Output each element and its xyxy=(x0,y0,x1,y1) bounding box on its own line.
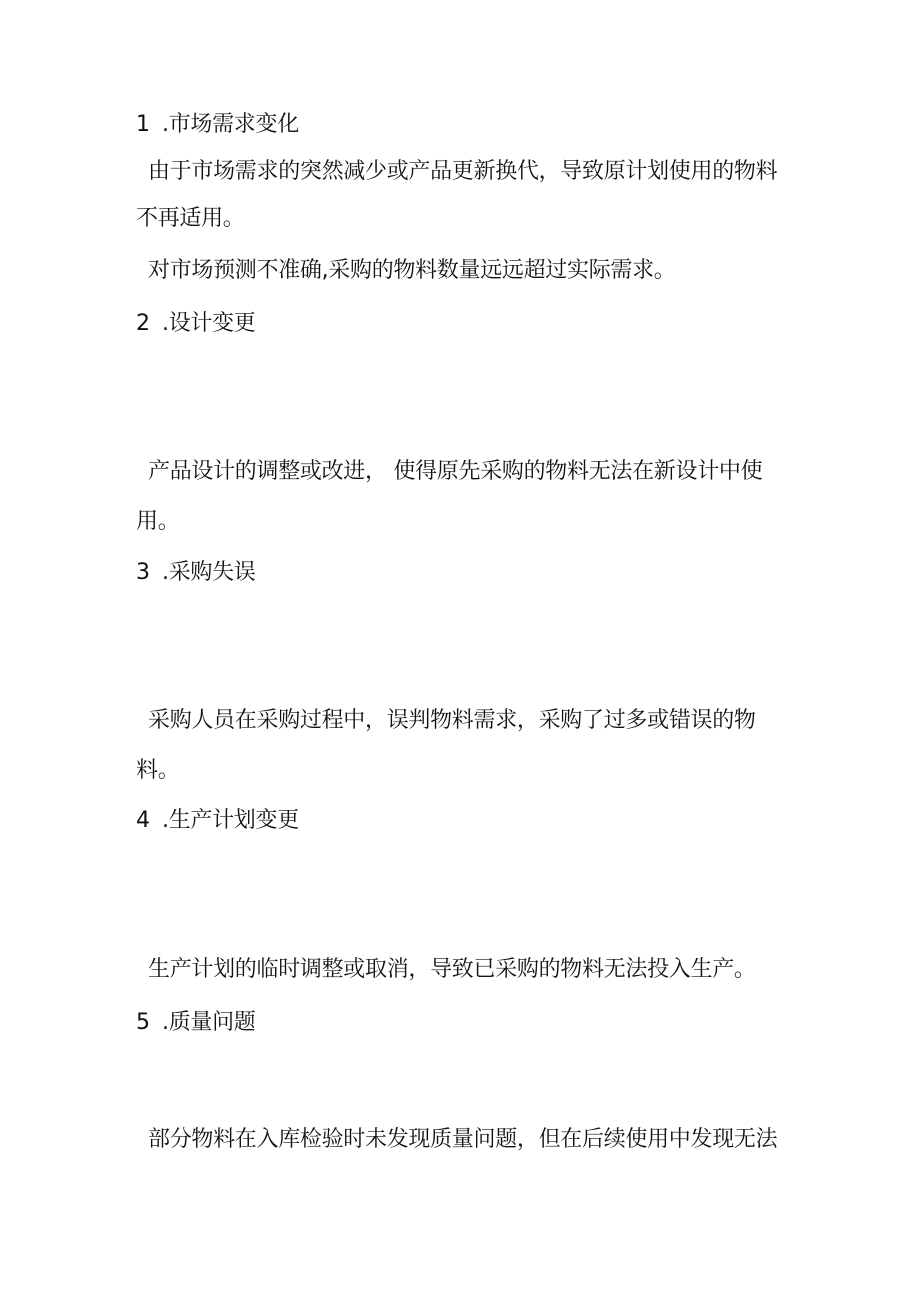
section-number: 5 xyxy=(136,1010,150,1035)
paragraph-line: 部分物料在入库检验时未发现质量问题，但在后续使用中发现无法 xyxy=(148,1127,778,1152)
paragraph-line: 用。 xyxy=(136,509,180,534)
section-heading xyxy=(136,309,256,339)
section-title: .市场需求变化 xyxy=(162,112,299,137)
section-number: 2 xyxy=(136,311,150,336)
section-heading xyxy=(136,110,299,140)
paragraph-line: 料。 xyxy=(136,758,180,783)
section-heading xyxy=(136,806,299,836)
section-title: .设计变更 xyxy=(162,311,256,336)
section-number: 1 xyxy=(136,112,150,137)
paragraph-line: 对市场预测不准确,采购的物料数量远远超过实际需求。 xyxy=(148,258,676,283)
paragraph-line: 生产计划的临时调整或取消，导致已采购的物料无法投入生产。 xyxy=(148,957,756,982)
paragraph-line: 产品设计的调整或改进， 使得原先采购的物料无法在新设计中使 xyxy=(148,459,763,484)
paragraph-line: 不再适用。 xyxy=(136,206,245,231)
section-title: .质量问题 xyxy=(162,1010,256,1035)
paragraph-line: 由于市场需求的突然减少或产品更新换代，导致原计划使用的物料 xyxy=(148,159,778,184)
section-heading xyxy=(136,1008,256,1038)
section-heading xyxy=(136,558,256,588)
section-number: 3 xyxy=(136,560,150,585)
section-number: 4 xyxy=(136,808,150,833)
section-title: .生产计划变更 xyxy=(162,808,299,833)
section-title: .采购失误 xyxy=(162,560,256,585)
paragraph-line: 采购人员在采购过程中，误判物料需求，采购了过多或错误的物 xyxy=(148,708,756,733)
